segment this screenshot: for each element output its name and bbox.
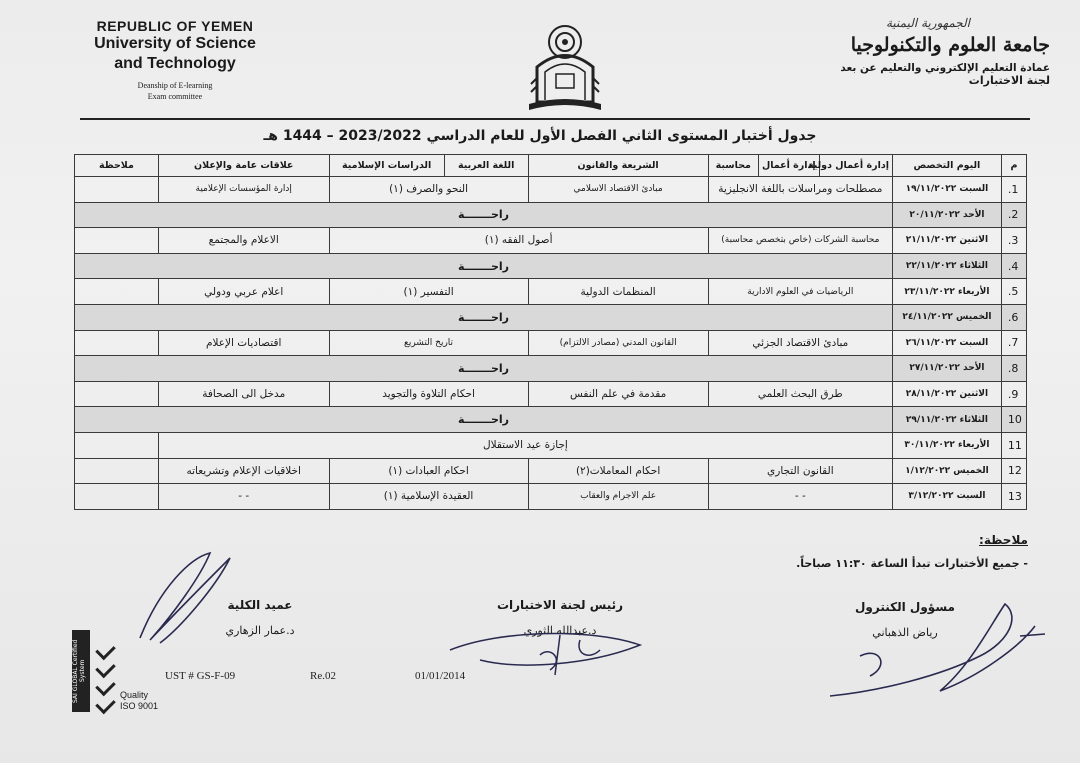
exam-head-signature-icon [440,620,650,680]
header-sharia-law: الشريعة والقانون [528,155,708,177]
certification-badge: SAI GLOBAL Certified System [72,630,90,712]
form-revision: Re.02 [310,670,336,682]
table-row [75,228,1027,254]
university-logo-icon [523,22,607,112]
row-number: 11 [1001,432,1026,458]
deanship-name: Deanship of E-learning [137,81,213,90]
cell-notes [75,330,159,356]
exam-schedule-table [74,154,1027,510]
row-day: الأربعاء ٢٣/١١/٢٠٢٢ [892,279,1001,305]
header-num: م [1001,155,1026,177]
cell-sharia-law: علم الاجرام والعقاب [528,484,708,510]
control-name: رياض الذهباني [872,626,938,639]
row-day: الاثنين ٢١/١١/٢٠٢٢ [892,228,1001,254]
cell-public-relations: اقتصاديات الإعلام [158,330,329,356]
holiday-cell: إجازة عيد الاستقلال [158,432,892,458]
table-row [75,407,1027,433]
row-number: 7. [1001,330,1026,356]
cell-law-arabic-islamic: أصول الفقه (١) [329,228,708,254]
deanship-arabic: عمادة التعليم الإلكتروني والتعليم عن بعد [840,62,1050,74]
header-islamic: الدراسات الإسلامية [329,155,444,177]
row-number: 1. [1001,177,1026,203]
cell-arabic-islamic: احكام العبادات (١) [329,458,528,484]
cell-public-relations: - - [158,484,329,510]
row-number: 4. [1001,253,1026,279]
dean-signature-icon [120,548,250,648]
rest-day-cell: راحـــــــة [75,202,893,228]
cell-arabic-islamic: العقيدة الإسلامية (١) [329,484,528,510]
cell-public-relations: مدخل الى الصحافة [158,381,329,407]
control-title: مسؤول الكنترول [855,600,955,614]
table-row [75,381,1027,407]
cell-notes [75,458,159,484]
row-day: الأحد ٢٧/١١/٢٠٢٢ [892,356,1001,382]
row-day: الثلاثاء ٢٩/١١/٢٠٢٢ [892,407,1001,433]
row-number: 8. [1001,356,1026,382]
cell-public-relations: اخلاقيات الإعلام وتشريعاته [158,458,329,484]
form-date: 01/01/2014 [415,670,466,682]
table-row [75,484,1027,510]
country-name: REPUBLIC OF YEMEN [96,18,254,34]
row-day: السبت ٣/١٢/٢٠٢٢ [892,484,1001,510]
cell-arabic-islamic: تاريخ التشريع [329,330,528,356]
cell-notes [75,177,159,203]
cell-arabic-islamic: احكام التلاوة والتجويد [329,381,528,407]
cell-sharia-law: القانون المدني (مصادر الالتزام) [528,330,708,356]
university-name-2: and Technology [114,55,236,72]
university-name-1: University of Science [94,35,256,52]
header-day: اليوم التخصص [892,155,1001,177]
header-accounting: محاسبة [708,155,758,177]
table-row [75,330,1027,356]
cell-notes [75,228,159,254]
dean-name: د.عمار الزهاري [225,624,295,637]
row-day: السبت ١٩/١١/٢٠٢٢ [892,177,1001,203]
committee-arabic: لجنة الاختبارات [968,74,1050,87]
table-row [75,458,1027,484]
cell-business: - - [708,484,892,510]
cell-sharia-law: احكام المعاملات(٢) [528,458,708,484]
row-number: 3. [1001,228,1026,254]
cell-public-relations: إدارة المؤسسات الإعلامية [158,177,329,203]
cell-sharia-law: مقدمة في علم النفس [528,381,708,407]
notes-heading: ملاحظة: [979,533,1028,547]
university-arabic: جامعة العلوم والتكنولوجيا [850,34,1050,56]
cell-public-relations: الاعلام والمجتمع [158,228,329,254]
notes-section [708,533,1028,570]
table-row [75,202,1027,228]
table-row [75,279,1027,305]
exam-head-name: د.عبدالله الثوري [523,624,597,637]
cell-public-relations: اعلام عربي ودولي [158,279,329,305]
cell-notes [75,381,159,407]
cell-sharia-law: المنظمات الدولية [528,279,708,305]
cell-business: طرق البحث العلمي [708,381,892,407]
row-number: 10 [1001,407,1026,433]
notes-text: - جميع الأختبارات تبدأ الساعة ١١:٣٠ صباحاً. [796,557,1028,570]
row-day: الخميس ١/١٢/٢٠٢٢ [892,458,1001,484]
control-signature-icon [820,596,1050,716]
rest-day-cell: راحـــــــة [75,407,893,433]
iso-text: ISO 9001 [120,701,159,711]
header-notes: ملاحظة [75,155,159,177]
cell-business: القانون التجاري [708,458,892,484]
row-number: 2. [1001,202,1026,228]
quality-label [120,690,158,712]
row-number: 12 [1001,458,1026,484]
table-row [75,356,1027,382]
row-day: الاثنين ٢٨/١١/٢٠٢٢ [892,381,1001,407]
cell-notes [75,484,159,510]
header-arabic [770,16,1050,87]
header-public-relations: علاقات عامة والإعلان [158,155,329,177]
row-day: الخميس ٢٤/١١/٢٠٢٢ [892,304,1001,330]
table-row [75,304,1027,330]
cell-notes [75,432,159,458]
rest-day-cell: راحـــــــة [75,304,893,330]
row-day: الثلاثاء ٢٢/١١/٢٠٢٢ [892,253,1001,279]
cell-arabic-islamic: التفسير (١) [329,279,528,305]
dean-title: عميد الكلية [227,598,293,612]
cell-sharia-law: مبادئ الاقتصاد الاسلامي [528,177,708,203]
exam-head-title: رئيس لجنة الاختبارات [496,598,624,612]
row-number: 13 [1001,484,1026,510]
document-title: جدول أختبار المستوى الثاني الفصل الأول للعام الدراسي 2023/2022 – 1444 هـ [263,128,817,144]
header-english [60,18,290,102]
row-day: الأربعاء ٣٠/١١/٢٠٢٢ [892,432,1001,458]
rest-day-cell: راحـــــــة [75,356,893,382]
cell-arabic-islamic: النحو والصرف (١) [329,177,528,203]
republic-arabic: الجمهورية اليمنية [885,16,970,30]
header-divider [80,118,1030,120]
header-intl-business: إدارة أعمال دولية [819,155,892,177]
header-business: إدارة أعمال [758,155,819,177]
row-day: الأحد ٢٠/١١/٢٠٢٢ [892,202,1001,228]
rest-day-cell: راحـــــــة [75,253,893,279]
cell-business: محاسبة الشركات (خاص بتخصص محاسبة) [708,228,892,254]
row-number: 6. [1001,304,1026,330]
table-row [75,253,1027,279]
cell-business: الرياضيات في العلوم الادارية [708,279,892,305]
quality-text: Quality [120,690,149,700]
cell-notes [75,279,159,305]
cell-business: مبادئ الاقتصاد الجزئي [708,330,892,356]
header-arabic: اللغة العربية [444,155,528,177]
cell-business: مصطلحات ومراسلات باللغة الانجليزية [708,177,892,203]
table-row [75,432,1027,458]
committee-name: Exam committee [147,92,203,101]
checkmark-icon [95,640,117,716]
row-number: 9. [1001,381,1026,407]
form-code: UST # GS-F-09 [165,670,236,682]
table-row [75,177,1027,203]
row-number: 5. [1001,279,1026,305]
row-day: السبت ٢٦/١١/٢٠٢٢ [892,330,1001,356]
